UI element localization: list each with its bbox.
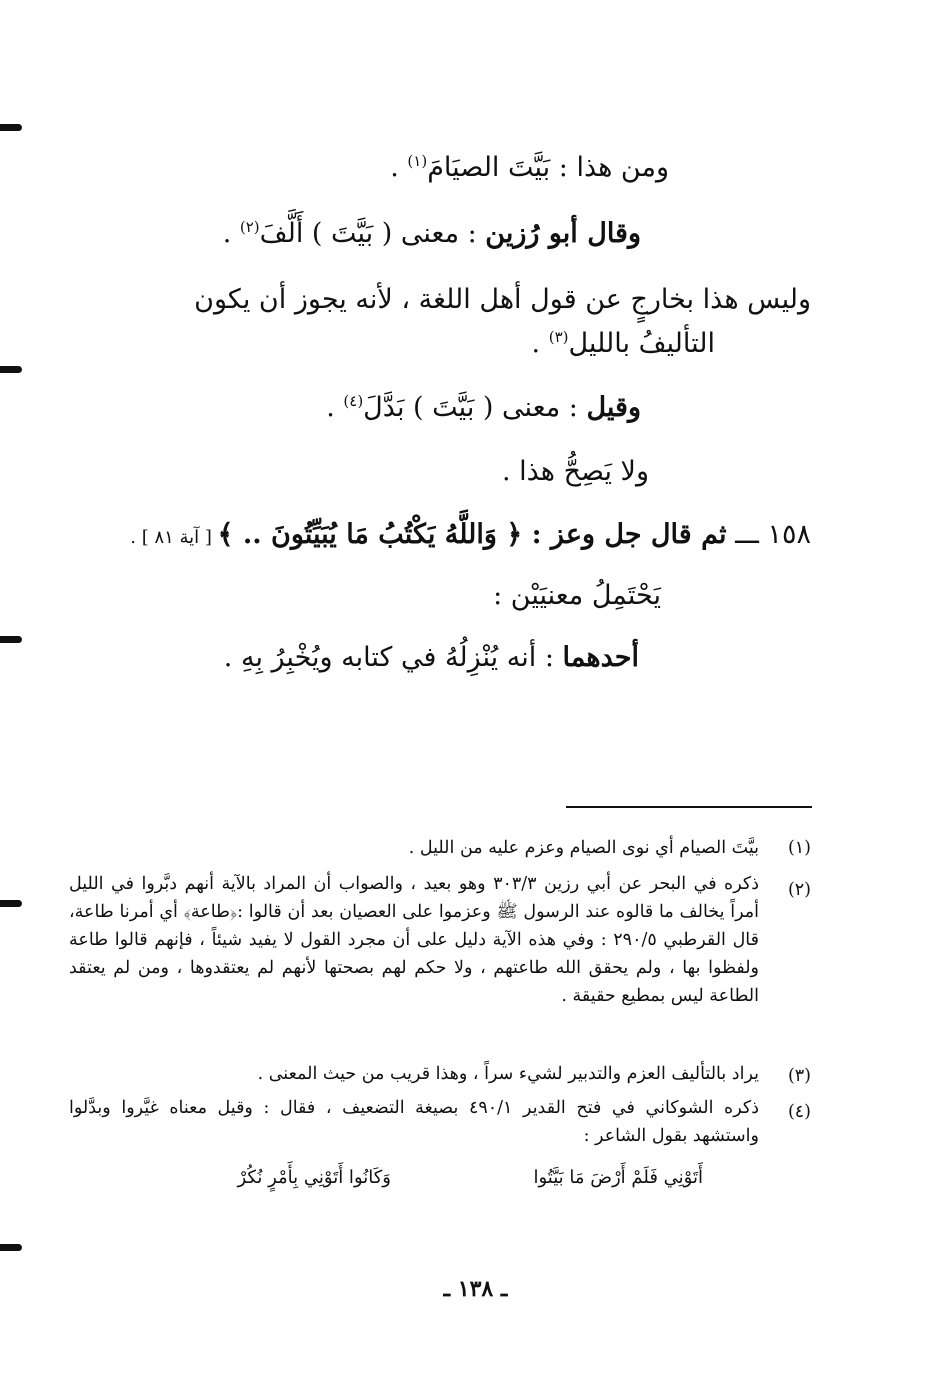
verse-first-hemistich: أَتَوْنِي فَلَمْ أَرْضَ مَا بَيَّتُوا <box>533 1167 703 1188</box>
footnote-number: (٤) <box>787 1102 811 1122</box>
text-line-3: وليس هذا بخارجٍ عن قول أهل اللغة ، لأنه يجوز أن يكون <box>194 284 811 315</box>
text-line-9: أحدهما : أنه يُنْزِلُهُ في كتابه ويُخْبِرُ بِهِ . <box>223 642 639 673</box>
footnote-text: ذكره الشوكاني في فتح القدير ٤٩٠/١ بصيغة التضعيف ، فقال : وقيل معناه غيَّروا وبدَّلوا واستشهد بقول الشاعر : <box>69 1098 759 1146</box>
text-line-2: وقال أبو رُزين : معنى ( بَيَّتَ ) أَلَّفَ$^{(٢)}$ . <box>222 218 641 249</box>
footnote-text: يراد بالتأليف العزم والتدبير لشيء سراً ، وهذا قريب من حيث المعنى . <box>257 1064 759 1084</box>
margin-mark <box>0 900 22 907</box>
page-number: ـ ١٣٨ ـ <box>443 1276 508 1302</box>
footnote-number: (١) <box>787 838 811 858</box>
footnote-separator <box>566 806 812 808</box>
text-line-1: ومن هذا : بَيَّتَ الصيَامَ$^{(١)}$ . <box>390 152 669 183</box>
margin-mark <box>0 636 22 643</box>
margin-mark <box>0 366 22 373</box>
text-line-6: ولا يَصِحُّ هذا . <box>501 456 649 487</box>
footnote-text: ذكره في البحر عن أبي رزين ٣٠٣/٣ وهو بعيد ، والصواب أن المراد بالآية أنهم دبَّروا في الليل أمراً يخالف ما قالوه عند الرسول ﷺ وعزموا على العصيان بعد أن قالوا :﴿طاعة﴾ أي أمرنا طاعة، قال القرطبي ٢٩٠/٥ : وفي هذه الآية دليل على أن مجرد القول لا يفيد شيئاً ، فإنهم قالوا طاعة ولفظوا بها ، ولم يحقق الله طاعتهم ، ولا حكم لهم بصحتها لأنهم لم يعتقدوها ، ومن لم يعتقد الطاعة ليس بمطيع حقيقة . <box>69 874 760 1006</box>
text-line-5: وقيل : معنى ( بَيَّتَ ) بَدَّلَ$^{(٤)}$ . <box>326 392 641 423</box>
text-line-8: يَحْتَمِلُ معنيَيْن : <box>493 580 661 611</box>
footnote-number: (٢) <box>787 880 811 900</box>
verse-second-hemistich: وَكَانُوا أَتَوْنِي بِأَمْرٍ نُكُرْ <box>237 1167 391 1188</box>
text-line-7: ١٥٨ ـــ ثم قال جل وعز : ﴿ وَاللَّهُ يَكْتُبُ مَا يُبَيِّتُونَ .. ﴾ [ آية ٨١ ] . <box>130 519 811 550</box>
text-line-4: التأليفُ بالليل$^{(٣)}$ . <box>531 328 715 359</box>
margin-mark <box>0 1244 22 1251</box>
footnote-number: (٣) <box>787 1066 811 1086</box>
footnote-text: بيَّتَ الصيام أي نوى الصيام وعزم عليه من الليل . <box>408 838 759 858</box>
margin-mark <box>0 124 22 131</box>
